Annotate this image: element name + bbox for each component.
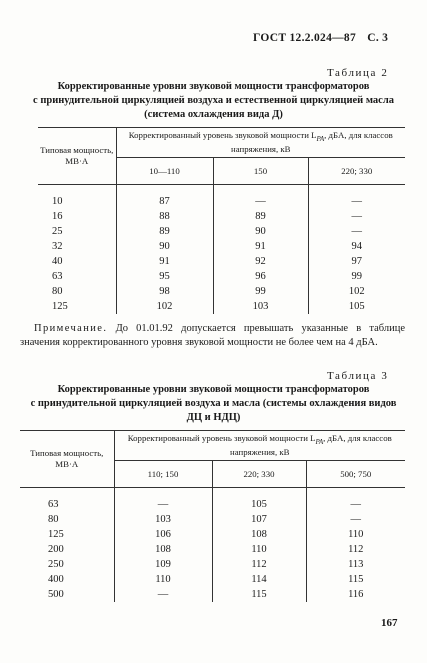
table3-group-header: Корректированный уровень звуковой мощности $L_{PA}$, дБА, для классов напряжения, кВ: [114, 431, 405, 461]
table-row: 63 95 96 99: [38, 269, 405, 284]
table2-title-line: (система охлаждения вида Д): [144, 109, 283, 120]
table3-col-header: 500; 750: [306, 461, 405, 488]
table2-caption: Таблица 2: [327, 67, 389, 79]
table3-col-header: 110; 150: [114, 461, 212, 488]
table3-col0-header: Типовая мощность, МВ·А: [20, 431, 114, 488]
table-row: 10 87 — —: [38, 194, 405, 209]
table-row: 200 108 110 112: [20, 542, 405, 557]
standard-number: ГОСТ 12.2.024—87: [253, 32, 357, 44]
table2-col-header: 150: [213, 158, 308, 185]
table2-col-header: 10—110: [116, 158, 213, 185]
table-row: 40 91 92 97: [38, 254, 405, 269]
table-row: 16 88 89 —: [38, 209, 405, 224]
page-number: 167: [381, 617, 398, 629]
table2-group-header: Корректированный уровень звуковой мощности $L_{PA}$, дБА, для классов напряжения, кВ: [116, 128, 405, 158]
table3-col-header: 220; 330: [212, 461, 306, 488]
table2-title-line: с принудительной циркуляцией воздуха и естественной циркуляцией масла: [33, 95, 394, 106]
table-row: 500 — 115 116: [20, 587, 405, 602]
note-text: До 01.01.92 допускается превышать указанные в таблице значения корректированного уровня звуковой мощности не более чем на 4 дБА.: [20, 323, 405, 348]
table2-title: [8, 80, 419, 122]
table3-title: [8, 383, 419, 425]
page-mark: С. 3: [367, 32, 389, 44]
table3: [20, 430, 405, 602]
table3-title-line: Корректированные уровни звуковой мощности трансформаторов: [57, 384, 370, 395]
table-row: 400 110 114 115: [20, 572, 405, 587]
note-label: Примечание.: [34, 323, 108, 334]
table2-title-line: Корректированные уровни звуковой мощности трансформаторов: [57, 81, 370, 92]
table-row: 80 98 99 102: [38, 284, 405, 299]
table-row: 80 103 107 —: [20, 512, 405, 527]
table-row: 25 89 90 —: [38, 224, 405, 239]
page-header: [253, 32, 388, 44]
table2: [38, 127, 405, 314]
table-row: 63 — 105 —: [20, 497, 405, 512]
table3-caption: Таблица 3: [327, 370, 389, 382]
table3-title-line: ДЦ и НДЦ): [186, 412, 241, 423]
table-row: 125 102 103 105: [38, 299, 405, 314]
table2-col-header: 220; 330: [308, 158, 405, 185]
table-row: 32 90 91 94: [38, 239, 405, 254]
table3-title-line: с принудительной циркуляцией воздуха и масла (системы охлаждения видов: [30, 398, 397, 409]
table-row: 250 109 112 113: [20, 557, 405, 572]
table2-col0-header: Типовая мощность, МВ·А: [38, 128, 116, 185]
table-row: 125 106 108 110: [20, 527, 405, 542]
table2-note: [20, 322, 405, 350]
